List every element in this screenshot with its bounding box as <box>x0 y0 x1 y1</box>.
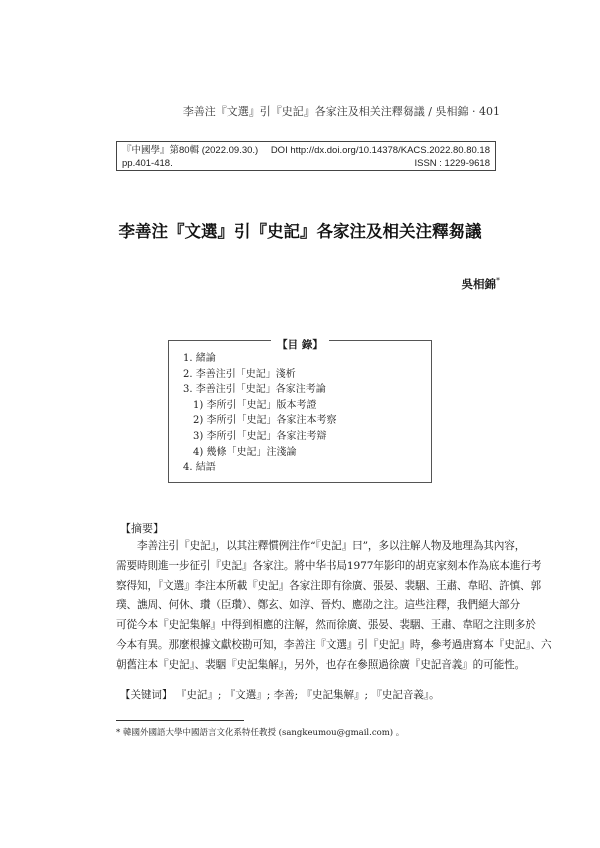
info-row-top <box>122 144 490 157</box>
author-footnote: * 韓國外國語大學中國語言文化系特任教授 (sangkeumou@gmail.com) 。 <box>116 728 405 738</box>
keywords-label: 【关键词】 <box>120 689 173 701</box>
abstract-line: 可從今本『史記集解』中得到相應的注解，然而徐廣、張晏、裴駰、王肅、韋昭之注則多於 <box>116 619 536 632</box>
page-range: pp.401-418. <box>122 158 173 169</box>
keywords <box>120 687 440 702</box>
paper-title: 李善注『文選』引『史記』各家注及相关注釋芻議 <box>118 222 482 241</box>
toc-subitem: 4) 幾條「史記」注淺論 <box>193 446 297 458</box>
journal-info-box <box>116 141 496 171</box>
running-header: 李善注『文選』引『史記』各家注及相关注釋芻議 / 吳相錦 · 401 <box>182 105 500 118</box>
abstract-line: 李善注引『史記』，以其注釋慣例注作“『史記』曰”，多以注解人物及地理為其內容， <box>116 540 526 552</box>
abstract-body <box>116 537 552 676</box>
abstract-line: 朝舊注本『史記』、裴駰『史記集解』，另外，也存在參照過徐廣『史記音義』的可能性。 <box>116 658 526 671</box>
abstract-line: 今本有異。那麼根據文獻校勘可知，李善注『文選』引『史記』時，參考過唐寫本『史記』、六 <box>116 638 552 651</box>
author-name: 吳相錦 <box>461 277 496 291</box>
journal-issue: 『中國學』第80輯 (2022.09.30.) <box>122 145 259 156</box>
keywords-text: 『史記』; 『文選』; 李善; 『史記集解』; 『史記音義』。 <box>175 689 440 701</box>
toc-subitem: 3) 李所引「史記」各家注考辯 <box>193 430 327 442</box>
abstract-line: 察得知，『文選』李注本所載『史記』各家注即有徐廣、張晏、裴駰、王肅、韋昭、許慎、郭 <box>116 579 541 592</box>
toc-item: 4. 結語 <box>183 462 216 474</box>
toc-subitem: 2) 李所引「史記」各家注本考察 <box>193 415 337 427</box>
author <box>462 276 501 292</box>
abstract-line: 璞、譙周、何休、瓚（臣瓚）、鄭玄、如淳、晉灼、應劭之注。這些注釋，我們絕大部分 <box>116 599 520 612</box>
toc-heading-wrap <box>169 333 431 352</box>
abstract-heading: 【摘要】 <box>120 522 164 535</box>
toc-subitem: 1) 李所引「史記」版本考證 <box>193 399 317 411</box>
issn: ISSN : 1229-9618 <box>414 158 490 169</box>
toc-item: 3. 李善注引「史記」各家注考論 <box>183 384 326 396</box>
table-of-contents <box>168 340 432 483</box>
footnote-divider <box>116 720 244 721</box>
info-row-bottom <box>122 157 490 170</box>
toc-heading: 【目 錄】 <box>271 339 329 351</box>
author-footnote-mark[interactable]: * <box>496 276 500 286</box>
doi-link[interactable]: DOI http://dx.doi.org/10.14378/KACS.2022.80.80.18 <box>270 145 490 156</box>
toc-list <box>183 351 336 476</box>
toc-item: 2. 李善注引「史記」淺析 <box>183 368 296 380</box>
toc-item: 1. 緒論 <box>183 353 216 364</box>
abstract-line: 需要時則進一步征引『史記』各家注。將中华书局1977年影印的胡克家刻本作為底本進行考 <box>116 559 542 572</box>
